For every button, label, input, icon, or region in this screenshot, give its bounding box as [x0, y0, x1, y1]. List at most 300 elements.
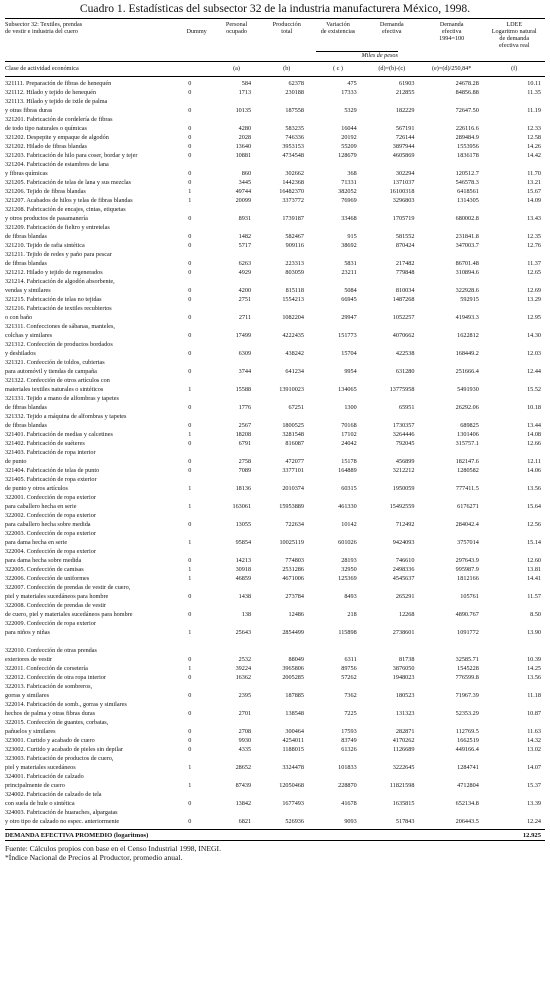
- row-dummy: 1: [188, 386, 192, 393]
- row-variacion: 23211: [341, 269, 357, 276]
- row-dummy: 0: [188, 80, 192, 87]
- row-personal: 860: [241, 170, 252, 177]
- row-ldee: 14.06: [527, 467, 541, 474]
- row-demanda-1994: 5491930: [457, 386, 479, 393]
- table-row: [5, 763, 545, 772]
- row-personal: [204, 250, 255, 259]
- row-variacion: 71331: [341, 179, 357, 186]
- row-demanda: [361, 475, 419, 484]
- table-row: [5, 466, 545, 475]
- row-demanda: [361, 223, 419, 232]
- row-variacion: [308, 223, 361, 232]
- row-demanda: 1950059: [392, 485, 415, 492]
- row-demanda-1994: 251666.4: [455, 368, 479, 375]
- table-row: [5, 160, 545, 169]
- table-row: [5, 565, 545, 574]
- code-e: (e)=(d)/250,84*: [431, 65, 472, 72]
- table-row: [5, 106, 545, 115]
- table-row: [5, 637, 545, 646]
- row-ldee: [483, 277, 545, 286]
- row-activity: para dama hecha en serie: [5, 539, 68, 546]
- row-demanda: [361, 511, 419, 520]
- row-ldee: [483, 394, 545, 403]
- row-demanda-1994: [418, 205, 482, 214]
- row-personal: 30918: [235, 566, 252, 573]
- row-demanda-1994: [418, 376, 482, 385]
- row-demanda-1994: 777411.5: [455, 485, 479, 492]
- row-personal: 2028: [238, 134, 252, 141]
- row-dummy: [175, 340, 204, 349]
- row-produccion: 4734548: [282, 152, 304, 159]
- row-demanda: 870424: [395, 242, 415, 249]
- row-demanda-1994: 6176271: [457, 503, 479, 510]
- row-demanda: [361, 718, 419, 727]
- row-activity: 321215. Fabricación de telas no tejidas: [5, 296, 102, 303]
- header-personal-line2: ocupado: [226, 28, 248, 35]
- row-variacion: 17333: [341, 89, 357, 96]
- row-demanda: 1705719: [392, 215, 415, 222]
- row-variacion: [308, 511, 361, 520]
- row-activity: con suela de hule o sintética: [5, 800, 75, 807]
- header-demanda-1994-line3: 1994=100: [439, 35, 465, 42]
- row-personal: [204, 394, 255, 403]
- row-demanda: 265291: [395, 593, 415, 600]
- row-demanda-1994: 168449.2: [455, 350, 479, 357]
- row-activity: 321403. Fabricación de ropa interior: [5, 449, 96, 456]
- row-demanda: 1487268: [392, 296, 415, 303]
- row-variacion: 15704: [341, 350, 357, 357]
- row-ldee: [483, 115, 545, 124]
- row-produccion: 1082204: [282, 314, 304, 321]
- row-ldee: 12.56: [527, 521, 541, 528]
- row-activity: 324003. Fabricación de huaraches, alpargatas: [5, 809, 118, 816]
- row-demanda-1994: 1301406: [457, 431, 479, 438]
- row-personal: [204, 772, 255, 781]
- row-personal: [204, 529, 255, 538]
- table-row: [5, 205, 545, 214]
- row-produccion: [255, 205, 308, 214]
- row-ldee: [483, 97, 545, 106]
- row-ldee: 15.37: [527, 782, 541, 789]
- header-demanda-1994: [420, 21, 484, 49]
- row-activity: para niños y niñas: [5, 629, 50, 636]
- row-demanda-1994: [418, 547, 482, 556]
- row-dummy: 0: [188, 611, 192, 618]
- row-variacion: 382052: [338, 188, 357, 195]
- row-produccion: 2005285: [282, 674, 304, 681]
- row-demanda-1994: 84856.88: [455, 89, 479, 96]
- row-demanda-1994: 449166.4: [455, 746, 479, 753]
- table-row: [5, 673, 545, 682]
- row-personal: 10135: [235, 107, 252, 114]
- row-activity: 321405. Fabricación de ropa exterior: [5, 476, 97, 483]
- header-variacion-line2: de existencias: [320, 28, 356, 35]
- row-dummy: [175, 115, 204, 124]
- row-demanda: [361, 115, 419, 124]
- row-variacion: 20192: [341, 134, 357, 141]
- row-personal: [204, 511, 255, 520]
- row-variacion: 24042: [341, 440, 357, 447]
- header-personal: [212, 21, 261, 49]
- row-personal: 5717: [238, 242, 252, 249]
- row-dummy: 0: [188, 368, 192, 375]
- row-demanda: 712492: [395, 521, 415, 528]
- row-ldee: 14.32: [527, 737, 541, 744]
- row-demanda-1994: [418, 97, 482, 106]
- header-subsector: [5, 21, 181, 49]
- row-variacion: 10142: [341, 521, 357, 528]
- row-demanda: [361, 790, 419, 799]
- row-variacion: 601026: [338, 539, 357, 546]
- table-row: [5, 340, 545, 349]
- row-variacion: [308, 97, 361, 106]
- row-variacion: 9954: [344, 368, 357, 375]
- row-activity: 324002. Fabricación de calzado de tela: [5, 791, 102, 798]
- row-personal: [204, 322, 255, 331]
- row-produccion: [255, 637, 308, 646]
- row-produccion: 230188: [285, 89, 304, 96]
- row-variacion: 115898: [338, 629, 357, 636]
- row-dummy: 0: [188, 746, 192, 753]
- row-dummy: 0: [188, 233, 192, 240]
- row-demanda: 61903: [398, 80, 415, 87]
- header-demanda-line2: efectiva: [381, 28, 402, 35]
- row-personal: 1482: [238, 233, 252, 240]
- row-demanda: 15492559: [389, 503, 415, 510]
- row-ldee: 12.66: [527, 440, 541, 447]
- row-ldee: 10.39: [527, 656, 541, 663]
- row-dummy: [175, 718, 204, 727]
- row-personal: 8931: [238, 215, 252, 222]
- row-variacion: [308, 547, 361, 556]
- row-ldee: [483, 547, 545, 556]
- table-row: [5, 403, 545, 412]
- row-demanda-1994: [418, 223, 482, 232]
- row-ldee: 12.24: [527, 818, 541, 825]
- row-demanda: 12268: [398, 611, 415, 618]
- row-demanda: 3876050: [392, 665, 415, 672]
- row-personal: [204, 304, 255, 313]
- row-personal: 87439: [235, 782, 252, 789]
- row-ldee: [483, 529, 545, 538]
- row-dummy: 0: [188, 170, 192, 177]
- row-produccion: [255, 376, 308, 385]
- table-row: [5, 457, 545, 466]
- code-c: ( c ): [332, 65, 343, 72]
- row-activity: 321210. Tejido de rafia sintética: [5, 242, 85, 249]
- row-demanda: 1635815: [392, 800, 415, 807]
- row-demanda-1994: 4890.767: [455, 611, 479, 618]
- row-demanda: [361, 304, 419, 313]
- footnote-fuente-text: Fuente: Cálculos propios con base en el Censo Industrial 1998,: [5, 844, 199, 853]
- row-variacion: [308, 448, 361, 457]
- table-row: [5, 556, 545, 565]
- row-personal: 9930: [238, 737, 252, 744]
- table-row: [5, 520, 545, 529]
- row-demanda-1994: [418, 115, 482, 124]
- row-ldee: [483, 304, 545, 313]
- table-row: [5, 628, 545, 637]
- row-dummy: 0: [188, 125, 192, 132]
- row-variacion: 7362: [344, 692, 357, 699]
- row-demanda: 746610: [395, 557, 415, 564]
- row-dummy: 0: [188, 440, 192, 447]
- table-row: [5, 376, 545, 385]
- row-variacion: [308, 529, 361, 538]
- row-produccion: [255, 250, 308, 259]
- row-variacion: 60315: [341, 485, 357, 492]
- row-personal: 6821: [238, 818, 252, 825]
- table-row: [5, 169, 545, 178]
- row-ldee: 14.41: [527, 575, 541, 582]
- header-ldee-line4: efectiva real: [499, 42, 530, 49]
- row-personal: 2567: [238, 422, 252, 429]
- row-ldee: 14.26: [527, 143, 541, 150]
- row-produccion: 815118: [285, 287, 304, 294]
- row-variacion: [308, 790, 361, 799]
- row-dummy: 0: [188, 710, 192, 717]
- header-variacion-line1: Variación: [326, 21, 350, 28]
- row-variacion: 17593: [341, 728, 357, 735]
- row-demanda: [361, 754, 419, 763]
- row-variacion: [308, 304, 361, 313]
- table-row: [5, 511, 545, 520]
- row-ldee: 13.44: [527, 422, 541, 429]
- row-produccion: [255, 601, 308, 610]
- row-personal: [204, 340, 255, 349]
- row-personal: 15588: [235, 386, 252, 393]
- row-dummy: 0: [188, 143, 192, 150]
- row-ldee: [483, 448, 545, 457]
- row-ldee: 11.35: [527, 89, 541, 96]
- row-produccion: 1677493: [282, 800, 304, 807]
- row-variacion: [308, 475, 361, 484]
- row-personal: [204, 97, 255, 106]
- row-variacion: [308, 340, 361, 349]
- row-personal: 14213: [235, 557, 252, 564]
- row-demanda: [361, 682, 419, 691]
- row-demanda-1994: 86701.48: [455, 260, 479, 267]
- row-ldee: 12.76: [527, 242, 541, 249]
- row-personal: [204, 115, 255, 124]
- row-demanda: 13775958: [389, 386, 415, 393]
- row-demanda-1994: 1091772: [457, 629, 479, 636]
- table-header: [5, 21, 545, 59]
- top-rule: [5, 18, 545, 19]
- row-activity: piel y materiales sucedáneos para hombre: [5, 593, 109, 600]
- row-personal: 7089: [238, 467, 252, 474]
- row-ldee: 8.50: [530, 611, 541, 618]
- row-demanda: 4070662: [392, 332, 415, 339]
- row-demanda: 726144: [395, 134, 415, 141]
- row-ldee: [483, 790, 545, 799]
- row-produccion: 187885: [285, 692, 304, 699]
- row-activity: 322008. Confección de prendas de vestir: [5, 602, 107, 609]
- row-produccion: 1739187: [282, 215, 304, 222]
- row-ldee: 13.02: [527, 746, 541, 753]
- row-activity: 322014. Fabricación de somb., gorras y similares: [5, 701, 127, 708]
- header-produccion-line2: total: [281, 28, 293, 35]
- row-demanda-1994: 1622812: [457, 332, 479, 339]
- row-ldee: 14.25: [527, 665, 541, 672]
- row-ldee: [483, 322, 545, 331]
- row-produccion: [255, 223, 308, 232]
- row-personal: 2532: [238, 656, 252, 663]
- row-dummy: 0: [188, 296, 192, 303]
- row-personal: 163061: [232, 503, 252, 510]
- row-activity: vendas y similares: [5, 287, 51, 294]
- table-row: [5, 448, 545, 457]
- row-dummy: [175, 205, 204, 214]
- table-row: [5, 727, 545, 736]
- row-produccion: 62378: [288, 80, 304, 87]
- row-ldee: 14.08: [527, 431, 541, 438]
- row-ldee: 14.09: [527, 197, 541, 204]
- row-produccion: 472077: [285, 458, 304, 465]
- row-ldee: 12.03: [527, 350, 541, 357]
- row-demanda-1994: 4712804: [457, 782, 479, 789]
- row-activity: de fibras blandas: [5, 233, 47, 240]
- row-activity: y otros productos de pasamanería: [5, 215, 88, 222]
- row-ldee: 14.30: [527, 332, 541, 339]
- row-demanda: 631280: [395, 368, 415, 375]
- row-produccion: [255, 682, 308, 691]
- row-ldee: 12.65: [527, 269, 541, 276]
- summary-bottom-rule: [5, 840, 545, 841]
- table-row: [5, 502, 545, 511]
- row-ldee: [483, 754, 545, 763]
- row-activity: 321311. Confecciones de sábanas, manteles,: [5, 323, 115, 330]
- row-demanda-1994: 419493.3: [455, 314, 479, 321]
- row-demanda: 4545637: [392, 575, 415, 582]
- row-activity: 323002. Curtido y acabado de pieles sin depilar: [5, 746, 123, 753]
- row-activity: 322002. Confección de ropa exterior: [5, 512, 96, 519]
- row-ldee: 13.90: [527, 629, 541, 636]
- row-variacion: 5831: [344, 260, 357, 267]
- table-row: [5, 178, 545, 187]
- row-activity: 323003. Fabricación de productos de cuero,: [5, 755, 114, 762]
- row-activity: de punto y otros artículos: [5, 485, 68, 492]
- footnotes: [5, 844, 545, 862]
- row-personal: 1713: [238, 89, 252, 96]
- row-personal: 13842: [235, 800, 252, 807]
- row-demanda-1994: [418, 646, 482, 655]
- row-demanda: [361, 601, 419, 610]
- row-ldee: 12.58: [527, 134, 541, 141]
- row-activity: 321203. Fabricación de hilo para coser, bordar y tejer: [5, 152, 138, 159]
- row-personal: [204, 547, 255, 556]
- row-demanda-1994: 112769.5: [455, 728, 479, 735]
- row-activity: 321211. Tejido de redes y paño para pescar: [5, 251, 112, 258]
- footnote-fuente-end: .: [219, 844, 221, 853]
- row-demanda: 810034: [395, 287, 415, 294]
- row-dummy: 0: [188, 89, 192, 96]
- row-ldee: [483, 682, 545, 691]
- row-dummy: [175, 475, 204, 484]
- row-activity: 321206. Tejido de fibras blandas: [5, 188, 86, 195]
- row-demanda-1994: [418, 682, 482, 691]
- document-page: [5, 0, 545, 862]
- row-demanda: [361, 394, 419, 403]
- row-produccion: [255, 475, 308, 484]
- row-personal: 10881: [235, 152, 252, 159]
- row-variacion: 101833: [338, 764, 357, 771]
- row-activity: para caballero hecha sobre medida: [5, 521, 91, 528]
- row-demanda: [361, 529, 419, 538]
- row-demanda: 3296803: [392, 197, 415, 204]
- table-row: [5, 574, 545, 583]
- row-produccion: 909116: [285, 242, 304, 249]
- row-ldee: 12.35: [527, 233, 541, 240]
- row-personal: [204, 754, 255, 763]
- row-activity: 321205. Fabricación de telas de lana y sus mezclas: [5, 179, 131, 186]
- row-produccion: 12486: [288, 611, 304, 618]
- row-dummy: 0: [188, 179, 192, 186]
- table-row: [5, 133, 545, 142]
- row-activity: para automóvil y tiendas de campaña: [5, 368, 97, 375]
- row-personal: [204, 619, 255, 628]
- row-produccion: 1442368: [282, 179, 304, 186]
- row-personal: 1776: [238, 404, 252, 411]
- row-ldee: 13.43: [527, 215, 541, 222]
- row-produccion: 2854499: [282, 629, 304, 636]
- row-personal: 18208: [235, 431, 252, 438]
- row-activity: de fibras blandas: [5, 422, 47, 429]
- row-activity: 321204. Fabricación de estambres de lana: [5, 161, 109, 168]
- row-ldee: [483, 583, 545, 592]
- table-row: [5, 142, 545, 151]
- row-ldee: 10.87: [527, 710, 541, 717]
- row-dummy: 1: [188, 665, 192, 672]
- row-ldee: [483, 340, 545, 349]
- table-row: [5, 529, 545, 538]
- row-ldee: [483, 637, 545, 646]
- row-dummy: [175, 223, 204, 232]
- row-produccion: [255, 583, 308, 592]
- table-row: [5, 709, 545, 718]
- row-produccion: 4671006: [282, 575, 304, 582]
- row-dummy: [175, 394, 204, 403]
- row-demanda: [361, 250, 419, 259]
- row-produccion: 746336: [285, 134, 304, 141]
- row-produccion: 1800525: [282, 422, 304, 429]
- row-demanda: 212855: [395, 89, 415, 96]
- row-dummy: 0: [188, 800, 192, 807]
- table-row: [5, 475, 545, 484]
- row-dummy: [175, 547, 204, 556]
- row-demanda: 1948023: [392, 674, 415, 681]
- row-dummy: 0: [188, 269, 192, 276]
- row-variacion: 41678: [341, 800, 357, 807]
- row-ldee: 13.81: [527, 566, 541, 573]
- row-activity: 322007. Confección de prendas de vestir de cuero,: [5, 584, 131, 591]
- row-ldee: 15.52: [527, 386, 541, 393]
- table-row: [5, 187, 545, 196]
- row-activity: hechos de palma y otras fibras duras: [5, 710, 96, 717]
- row-demanda-1994: [418, 493, 482, 502]
- row-demanda-1994: 1280582: [457, 467, 479, 474]
- row-variacion: [308, 493, 361, 502]
- codes-row: [5, 65, 545, 72]
- row-demanda-1994: 592915: [460, 296, 479, 303]
- row-personal: 4280: [238, 125, 252, 132]
- row-personal: 17499: [235, 332, 252, 339]
- row-produccion: [255, 646, 308, 655]
- row-demanda-1994: [418, 808, 482, 817]
- row-variacion: 128679: [338, 152, 357, 159]
- row-dummy: 0: [188, 422, 192, 429]
- row-activity: gorras y similares: [5, 692, 49, 699]
